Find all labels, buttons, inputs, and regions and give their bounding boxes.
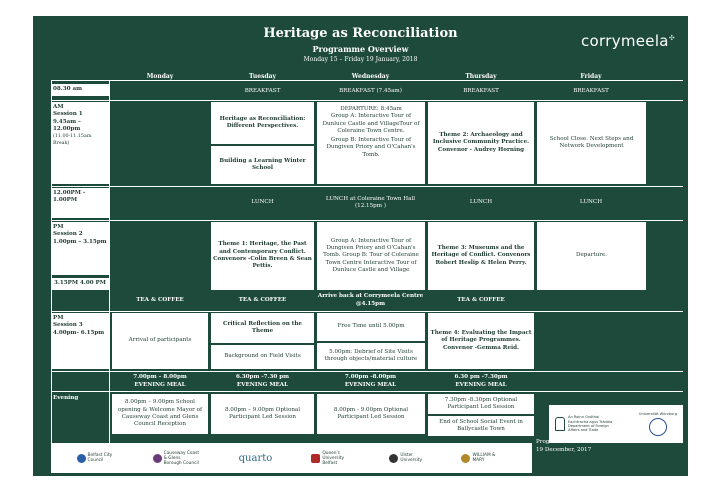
meal-wednesday-time: 7.00pm -8.00pm	[344, 374, 397, 381]
session3-monday: Arrival of participants	[112, 313, 208, 369]
programme-version	[536, 439, 599, 454]
page-subtitle: Programme Overview	[312, 44, 409, 54]
lunch-wednesday: LUNCH at Coleraine Town Hall (12.15pm )	[325, 195, 416, 209]
meal-tuesday-label: EVENING MEAL	[236, 381, 289, 388]
session1-tuesday-b: Building a Learning Winter School	[211, 146, 314, 184]
grid-line	[109, 80, 110, 471]
dfa-logo	[555, 415, 620, 433]
grid-line	[51, 100, 683, 101]
session1-wednesday	[317, 102, 425, 184]
seal-text: Universität Würzburg	[638, 412, 677, 417]
belfast-crest-icon	[77, 454, 86, 463]
cross-icon: ✣	[668, 34, 675, 42]
meal-wednesday-label: EVENING MEAL	[344, 381, 397, 388]
time-lunch: 12.00PM - 1.00PM	[51, 188, 109, 218]
session1-tuesday-a: Heritage as Reconciliation: Different Perspectives.	[211, 102, 314, 144]
session3-time: 4.00pm- 6.15pm	[53, 329, 105, 336]
time-session1	[51, 102, 109, 184]
day-header-thursday: Thursday	[465, 73, 497, 80]
session1-time: 9.45am – 12.00pm	[53, 118, 81, 132]
wm-crest-icon	[461, 454, 470, 463]
partner-logos-box	[549, 405, 683, 443]
evening-monday: 8.00pm – 9.00pm School opening & Welcome Mayor of Causeway Coast and Glens Council Reception	[112, 394, 208, 434]
time-session2	[51, 222, 109, 275]
funder-logos-strip	[51, 443, 532, 473]
session1-friday: School Close. Next Steps and Network Development	[537, 102, 646, 184]
tea-tuesday: TEA & COFFEE	[238, 296, 287, 303]
meal-monday	[111, 372, 209, 391]
tea-monday: TEA & COFFEE	[136, 296, 184, 303]
day-header-tuesday: Tuesday	[248, 73, 277, 80]
programme-dates: Monday 15 – Friday 19 January, 2018	[303, 56, 418, 63]
session2-friday: Departure.	[537, 222, 646, 290]
session3-wednesday-b: 5.00pm: Debrief of Site Visits through objects/material culture	[317, 343, 425, 369]
session3-tuesday-b: Background on Field Visits	[211, 345, 314, 369]
tea-wednesday: Arrive back at Corrymeela Centre @4.15pm	[317, 293, 424, 307]
seal-icon	[649, 418, 667, 436]
breakfast-tuesday: BREAKFAST	[244, 88, 281, 95]
meal-thursday	[427, 372, 535, 391]
wed-departure: DEPARTURE: 8:45am	[340, 106, 402, 112]
causeway-council-logo: Causeway Coast & Glens Borough Council	[153, 451, 200, 466]
version-line1: Programme Version 3:	[536, 439, 600, 445]
grid-line	[51, 186, 683, 187]
william-mary-logo: WILLIAM & MARY	[461, 453, 506, 463]
wed-group-a: Group A: Interactive Tour of Dunluce Castle and VillageTour of Coleraine Town Centre.	[322, 113, 420, 134]
ulster-mark-icon	[389, 454, 398, 463]
causeway-crest-icon	[153, 454, 162, 463]
session3-wednesday-a: Free Time until 5.00pm	[317, 313, 425, 341]
session3-thursday: Theme 4: Evaluating the Impact of Heritage Programmes. Convenor -Gemma Reid.	[428, 313, 534, 369]
meal-monday-time: 7.00pm – 8.00pm	[133, 374, 187, 381]
version-line2: 19 December, 2017	[536, 446, 592, 453]
meal-tuesday	[210, 372, 315, 391]
meal-wednesday	[315, 372, 426, 391]
session1-thursday: Theme 2: Archaeology and Inclusive Community Practice. Convenor - Audrey Horning	[428, 102, 534, 184]
belfast-council-logo: Belfast City Council	[77, 453, 114, 463]
pm-label-3: PM	[53, 315, 64, 321]
grid-line	[51, 220, 683, 221]
session3-tuesday-a: Critical Reflection on the Theme	[211, 313, 314, 343]
meal-thursday-time: 6.30 pm -7.30pm	[454, 374, 508, 381]
quarto-logo: quarto	[238, 452, 273, 464]
lunch-tuesday: LUNCH	[251, 199, 274, 206]
am-label: AM	[53, 104, 64, 110]
grid-line	[51, 311, 683, 312]
evening-wednesday: 8.00pm - 9.00pm Optional Participant Led Session	[317, 394, 425, 434]
time-0830: 08.30 am	[51, 84, 109, 96]
queens-logo: Queen's University Belfast	[311, 451, 350, 466]
queens-crest-icon	[311, 454, 320, 463]
evening-thursday-b: End of School Social Event in Ballycastle Town	[428, 416, 534, 436]
logo-text: corrymeela	[581, 32, 669, 50]
time-session3	[51, 313, 109, 369]
day-header-wednesday: Wednesday	[351, 73, 390, 80]
session1-label: Session 1	[53, 111, 83, 118]
corrymeela-logo	[581, 32, 675, 50]
evening-thursday-a: 7.30pm -8.30pm Optional Participant Led Session	[428, 394, 534, 414]
session2-tuesday: Theme 1: Heritage, the Past and Contemporary Conflict. Convenors -Colin Breen & Sean Pettis.	[211, 222, 314, 290]
session2-time: 1.00pm – 3.15pm	[53, 238, 107, 245]
programme-frame	[33, 16, 688, 476]
page-title: Heritage as Reconciliation	[263, 26, 458, 41]
grid-line	[51, 391, 683, 392]
harp-icon	[555, 417, 565, 431]
breakfast-friday: BREAKFAST	[573, 88, 609, 95]
session2-label: Session 2	[53, 231, 83, 238]
seal-logo	[639, 412, 677, 435]
lunch-thursday: LUNCH	[469, 199, 493, 206]
time-tea: 3.15PM 4.00 PM	[51, 278, 109, 290]
dfa-text: An Roinn Gnóthaí Eachtracha agus Trádála Department of Foreign Affairs and Trade	[568, 415, 613, 433]
wed-group-b: Group B: Interactive Tour of Dungiven Priory and O'Cahan's Tomb.	[326, 137, 416, 158]
tea-thursday: TEA & COFFEE	[457, 296, 505, 303]
day-header-monday: Monday	[146, 73, 174, 80]
session3-label: Session 3	[53, 322, 83, 329]
time-evening: Evening	[53, 395, 79, 401]
meal-monday-label: EVENING MEAL	[134, 381, 186, 388]
ulster-logo: Ulster University	[389, 453, 422, 463]
session1-break: (11.00-11.15am Break)	[53, 134, 92, 147]
breakfast-thursday: BREAKFAST	[463, 88, 499, 95]
lunch-friday: LUNCH	[579, 199, 603, 206]
meal-thursday-label: EVENING MEAL	[455, 381, 507, 388]
evening-tuesday: 8.00pm – 9.00pm Optional Participant Led Session	[211, 394, 314, 434]
session2-wednesday: Group A: Interactive Tour of Dungiven Priory and O'Cahan's Tomb. Group B: Tour of Coleraine Town Centre Interactive Tour of Dunluce Castle and Village	[317, 222, 425, 290]
session2-thursday: Theme 3: Museums and the Heritage of Conflict. Convenors Robert Heslip & Helen Perry.	[428, 222, 534, 290]
pm-label: PM	[53, 224, 64, 230]
day-header-friday: Friday	[580, 73, 602, 80]
breakfast-wednesday: BREAKFAST (7.45am)	[339, 88, 402, 95]
meal-tuesday-time: 6.30pm -7.30 pm	[235, 374, 290, 381]
